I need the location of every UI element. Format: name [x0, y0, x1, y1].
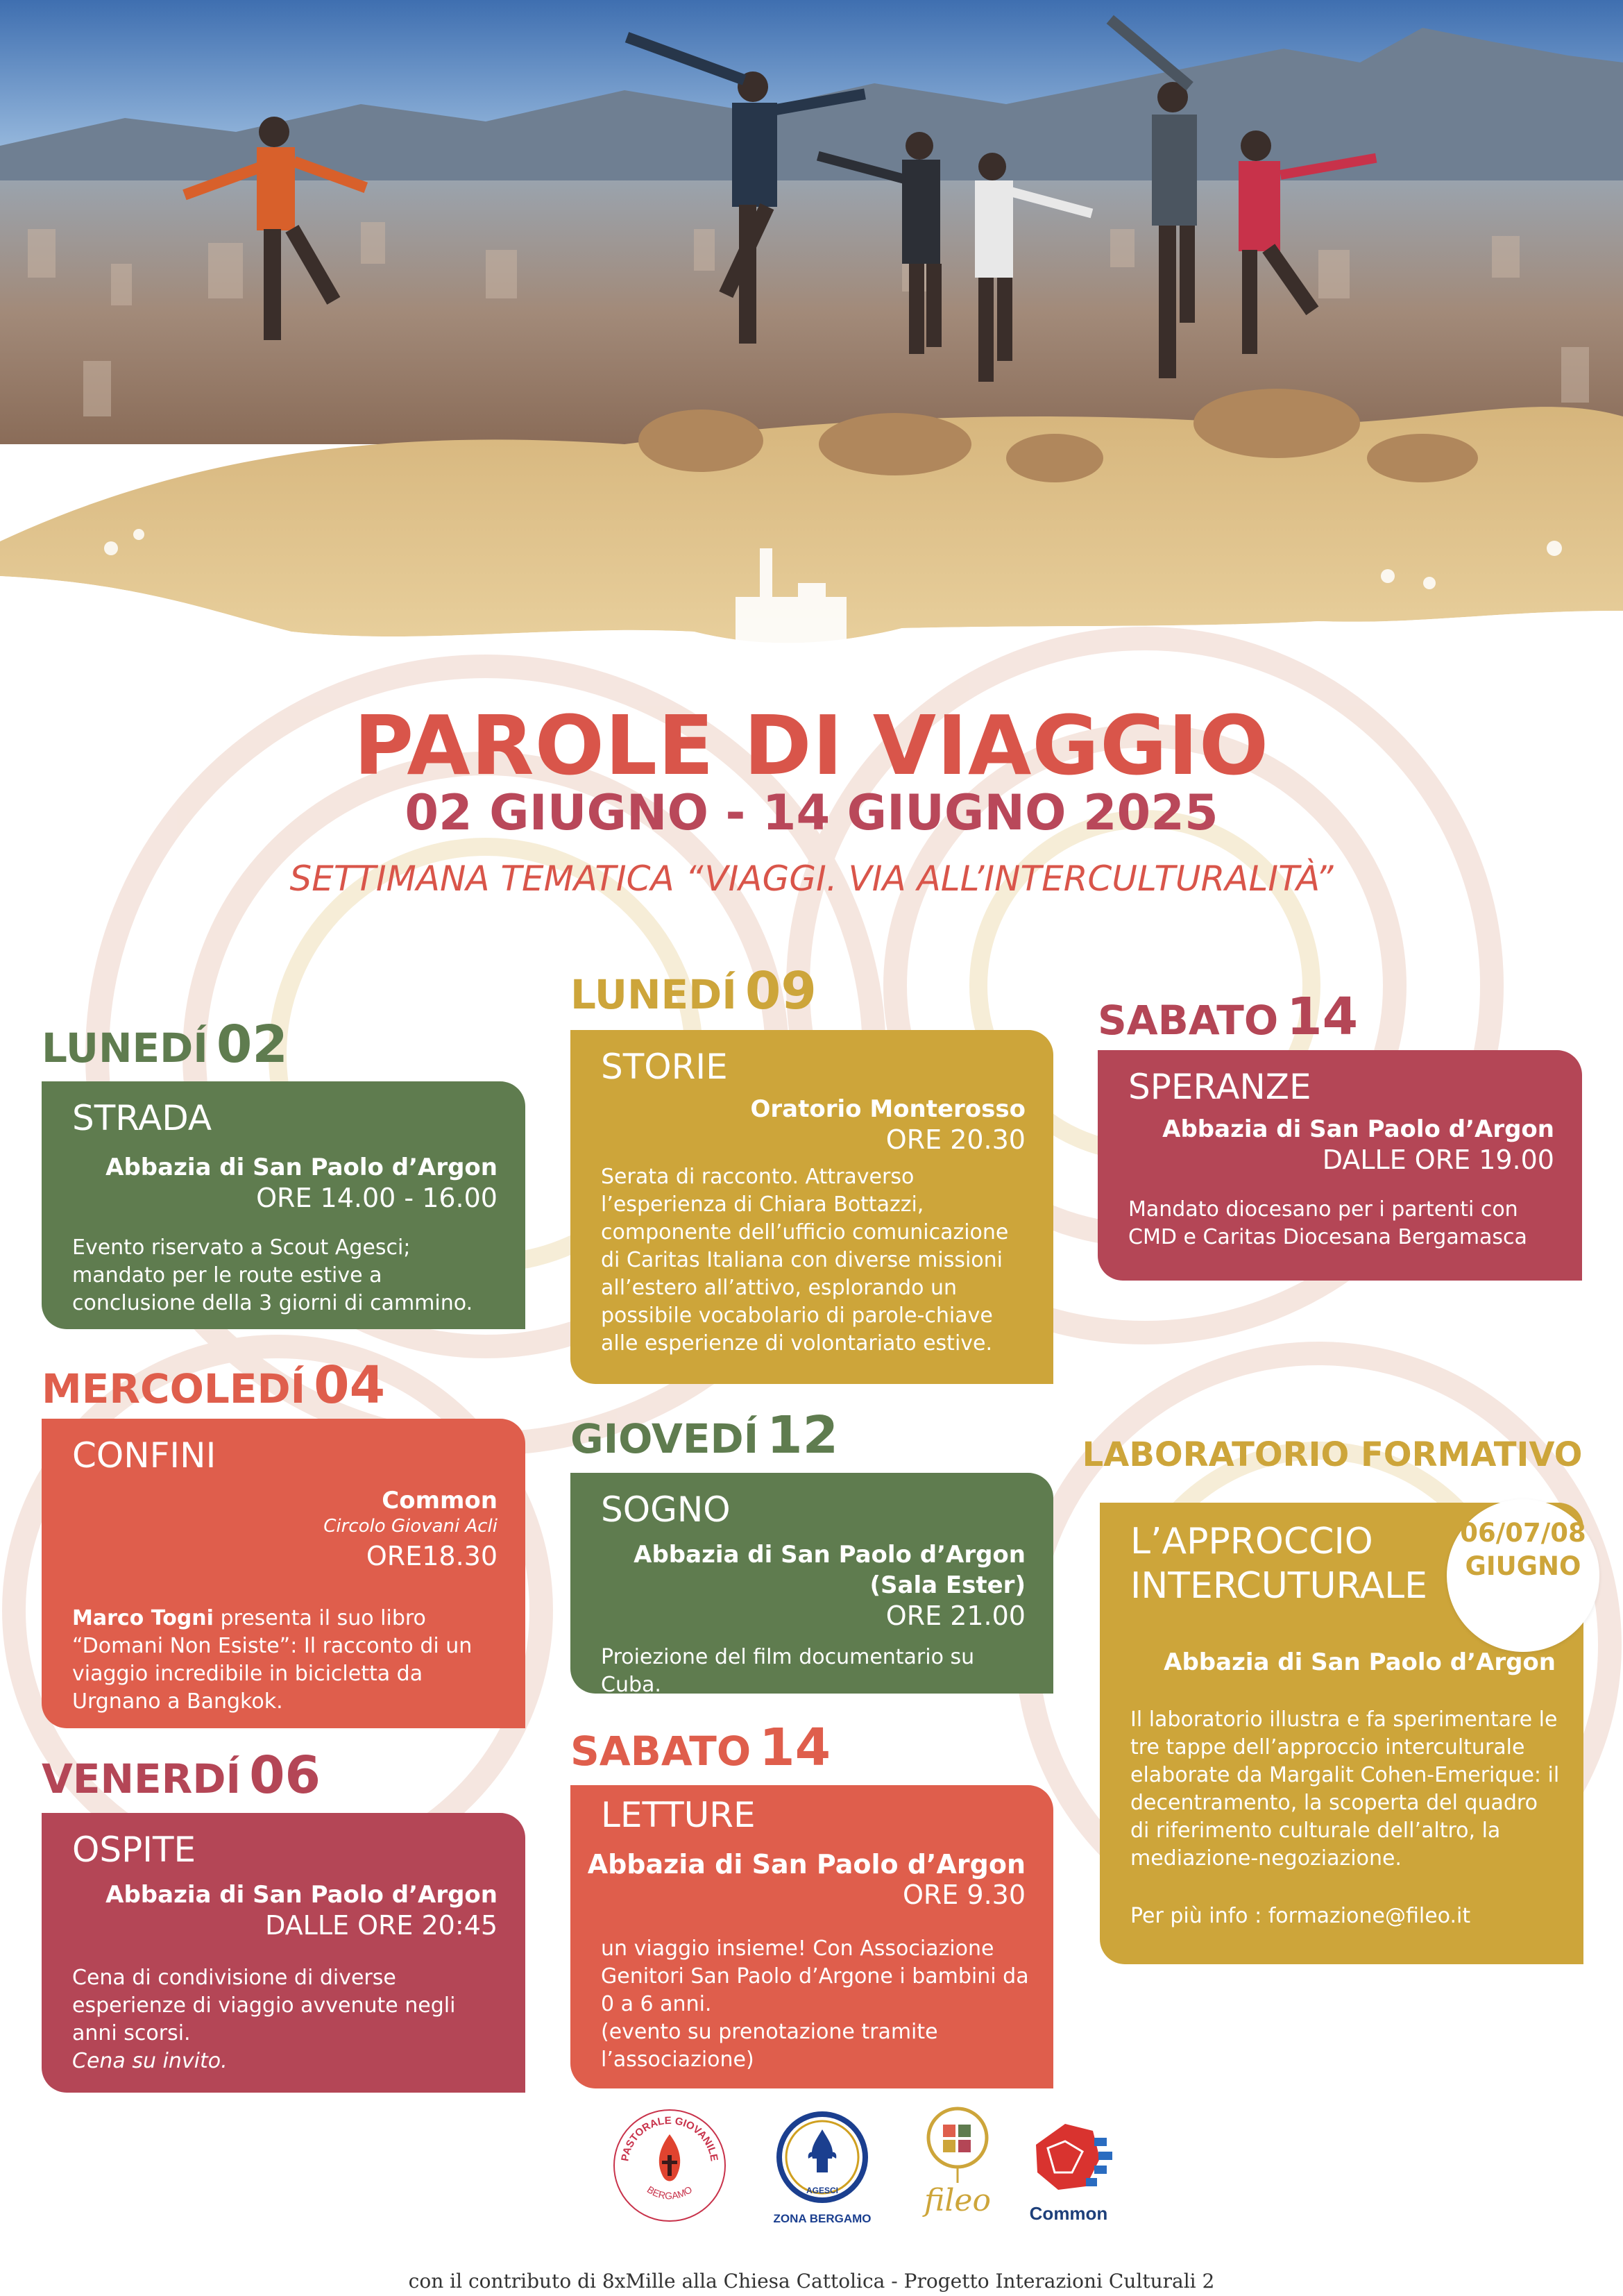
- subtitle: SETTIMANA TEMATICA “VIAGGI. VIA ALL’INTERCULTURALITÀ”: [289, 859, 1334, 899]
- day-heading-sab14b: [1098, 987, 1358, 1047]
- lab-date-badge-text: 06/07/08 GIUGNO: [1460, 1518, 1586, 1581]
- svg-text:fileo: fileo: [924, 2183, 991, 2218]
- event-dates: 02 GIUGNO - 14 GIUGNO 2025: [405, 784, 1218, 841]
- event-card-strada: [42, 1081, 525, 1329]
- event-card-ospite: [42, 1813, 525, 2093]
- event-time: ORE18.30: [366, 1541, 498, 1571]
- event-title: LETTURE: [601, 1795, 756, 1835]
- svg-text:BERGAMO: BERGAMO: [645, 2184, 695, 2202]
- lab-description: Il laboratorio illustra e fa sperimentare le tre tappe dell’approccio interculturale elaborate da Margalit Cohen-Emerique: il decentramento, la scoperta del quadro di riferimento culturale dell’altro, la mediazione-negoziazione.: [1130, 1707, 1560, 1871]
- day-number: 04: [314, 1356, 386, 1415]
- day-name: LUNEDÍ: [570, 971, 737, 1018]
- common-logo: [1017, 2110, 1121, 2228]
- event-card-speranze: [1098, 1050, 1582, 1281]
- event-time: ORE 20.30: [885, 1124, 1026, 1155]
- lab-title: L’APPROCCIO INTERCUTURALE: [1130, 1521, 1428, 1607]
- day-number: 12: [767, 1406, 839, 1465]
- event-time: ORE 14.00 - 16.00: [256, 1183, 498, 1213]
- event-description: Proiezione del film documentario su Cuba.: [601, 1645, 975, 1694]
- day-number: 06: [249, 1746, 321, 1805]
- event-description: Mandato diocesano per i partenti con CMD e Caritas Diocesana Bergamasca: [1128, 1197, 1527, 1249]
- event-place: Abbazia di San Paolo d’Argon: [634, 1541, 1026, 1569]
- day-name: LUNEDÍ: [42, 1024, 208, 1072]
- event-place: Abbazia di San Paolo d’Argon: [105, 1154, 498, 1181]
- event-time: ORE 9.30: [902, 1880, 1026, 1910]
- day-heading-ven06: [42, 1746, 321, 1805]
- day-name: SABATO: [570, 1728, 751, 1775]
- day-heading-mer04: [42, 1356, 385, 1415]
- event-place: Abbazia di San Paolo d’Argon: [105, 1881, 498, 1909]
- event-description: un viaggio insieme! Con Associazione Genitori San Paolo d’Argone i bambini da 0 a 6 anni. (evento su prenotazione tramite l’associazione): [601, 1936, 1029, 2072]
- pastorale-giovanile-logo: [611, 2107, 729, 2225]
- day-heading-gio12: [570, 1406, 838, 1465]
- event-card-storie: [570, 1030, 1053, 1384]
- city: [0, 180, 1623, 444]
- event-title: STORIE: [601, 1047, 728, 1087]
- event-place: Abbazia di San Paolo d’Argon: [1162, 1115, 1554, 1143]
- event-title: STRADA: [72, 1098, 212, 1138]
- svg-text:ZONA BERGAMO: ZONA BERGAMO: [773, 2212, 872, 2225]
- day-number: 14: [759, 1718, 831, 1778]
- day-heading-sab14a: [570, 1718, 831, 1778]
- event-title: SOGNO: [601, 1489, 731, 1530]
- fileo-logo: [912, 2100, 1003, 2235]
- event-place: Abbazia di San Paolo d’Argon: [587, 1849, 1026, 1880]
- day-number: 09: [745, 961, 817, 1021]
- day-number: 14: [1286, 987, 1359, 1047]
- event-description: Marco Togni presenta il suo libro “Domani Non Esiste”: Il racconto di un viaggio incredibile in bicicletta da Urgnano a Bangkok.: [72, 1606, 473, 1714]
- footer-note: con il contributo di 8xMille alla Chiesa Cattolica - Progetto Interazioni Culturali 2: [408, 2270, 1215, 2293]
- lab-contact: Per più info : formazione@fileo.it: [1130, 1904, 1471, 1928]
- lab-heading: LABORATORIO FORMATIVO: [1082, 1435, 1583, 1474]
- page-title: PAROLE DI VIAGGIO: [353, 698, 1270, 793]
- event-place: Oratorio Monterosso: [750, 1095, 1026, 1123]
- event-description: Evento riservato a Scout Agesci; mandato per le route estive a conclusione della 3 giorni di cammino.: [72, 1235, 473, 1315]
- day-name: SABATO: [1098, 997, 1279, 1044]
- event-card-letture: [570, 1785, 1053, 2088]
- event-card-confini: [42, 1419, 525, 1728]
- hero-photo: [0, 0, 1623, 666]
- day-heading-lun02: [42, 1015, 288, 1074]
- event-time: DALLE ORE 19.00: [1322, 1145, 1554, 1175]
- day-name: MERCOLEDÍ: [42, 1365, 306, 1412]
- day-name: GIOVEDÍ: [570, 1415, 759, 1462]
- event-title: OSPITE: [72, 1830, 196, 1870]
- day-heading-lun09: [570, 961, 817, 1021]
- day-name: VENERDÍ: [42, 1755, 241, 1803]
- lab-place: Abbazia di San Paolo d’Argon: [1164, 1648, 1556, 1676]
- event-description: Cena di condivisione di diverse esperienze di viaggio avvenute negli anni scorsi. Cena su invito.: [72, 1966, 456, 2073]
- event-card-sogno: [570, 1473, 1053, 1694]
- svg-text:PASTORALE GIOVANILE: PASTORALE GIOVANILE: [619, 2114, 720, 2163]
- svg-text:Common: Common: [1029, 2203, 1108, 2224]
- agesci-logo: [767, 2110, 878, 2228]
- event-room: (Sala Ester): [869, 1571, 1026, 1599]
- day-number: 02: [216, 1015, 288, 1074]
- event-title: SPERANZE: [1128, 1067, 1311, 1107]
- event-time: ORE 21.00: [885, 1601, 1026, 1631]
- speaker-name: Marco Togni: [72, 1606, 214, 1630]
- event-title: CONFINI: [72, 1435, 216, 1476]
- svg-text:AGESCI: AGESCI: [806, 2186, 839, 2195]
- event-description: Serata di racconto. Attraverso l’esperienza di Chiara Bottazzi, componente dell’ufficio comunicazione di Caritas Italiana con diverse missioni all’estero all’attivo, esplorando un possibile vocabolario di parole-chiave alle esperienze di volontariato estive.: [601, 1165, 1009, 1356]
- event-time: DALLE ORE 20:45: [265, 1910, 498, 1941]
- event-place: Common: [382, 1487, 498, 1514]
- event-place-sub: Circolo Giovani Acli: [323, 1516, 498, 1537]
